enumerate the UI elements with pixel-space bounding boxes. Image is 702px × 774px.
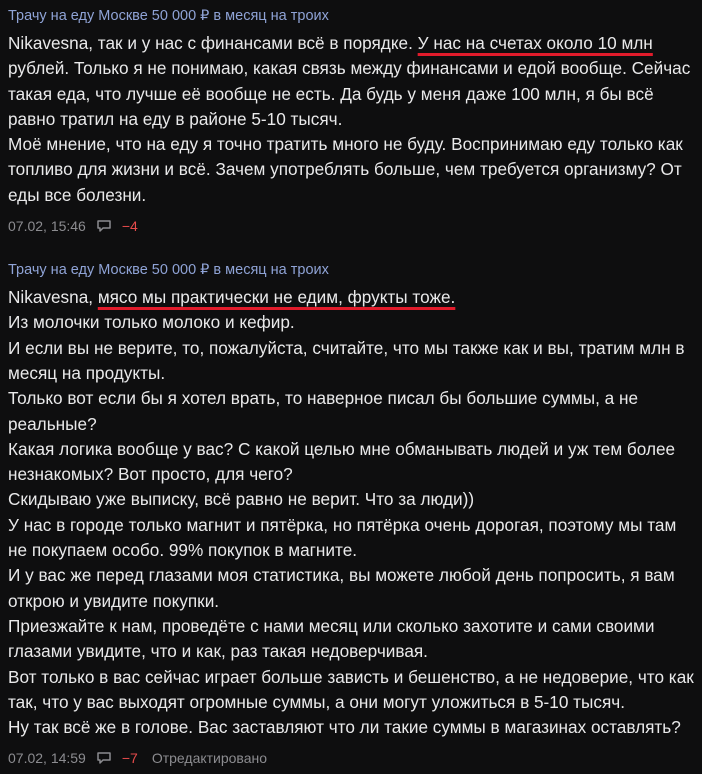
comment-paragraph: Из молочки только молоко и кефир. <box>8 312 295 333</box>
comment-meta <box>8 748 694 768</box>
comment-body <box>8 31 694 208</box>
comment-paragraph: Ну так всё же в голове. Вас заставляют что ли такие суммы в магазинах оставлять? <box>8 717 681 738</box>
comment-paragraph: Вот только в вас сейчас играет больше зависть и бешенство, а не недоверие, что как так, что у вас выходят огромные суммы, а они могут уложиться в 5-10 тысяч. <box>8 666 699 712</box>
comment-paragraph: И если вы не верите, то, пожалуйста, считайте, что мы также как и вы, тратим млн в месяц на продукты. <box>8 337 690 383</box>
author-mention[interactable]: Nikavesna, <box>8 33 94 53</box>
author-mention[interactable]: Nikavesna, <box>8 287 94 308</box>
comment-paragraph: Какая логика вообще у вас? С какой целью мне обманывать людей и уж тем более незнакомых? Вот просто, для чего? <box>8 438 680 485</box>
topic-link[interactable]: Трачу на еду Москве 50 000 ₽ в месяц на троих <box>8 262 329 279</box>
reply-bubble-icon[interactable] <box>96 219 112 233</box>
comment-body <box>8 285 699 740</box>
comment-paragraph: Приезжайте к нам, проведёте с нами месяц или сколько захотите и сами своими глазами увидите, что и как, раз такая недоверчивая. <box>8 615 660 662</box>
topic-link[interactable]: Трачу на еду Москве 50 000 ₽ в месяц на троих <box>8 8 329 24</box>
lead-text: так и у нас с финансами всё в порядке. <box>93 33 418 53</box>
comment-lead-paragraph <box>8 285 694 310</box>
comment-paragraph: Моё мнение, что на еду я точно тратить много не буду. Воспринимаю еду только как топливо для жизни и всё. Зачем употреблять больше, чем требуется организму? От еды все болезни. <box>8 134 688 205</box>
comment-meta <box>8 216 694 236</box>
highlighted-text: У нас на счетах около 10 млн <box>417 33 653 53</box>
comment-paragraph: У нас в городе только магнит и пятёрка, но пятёрка очень дорогая, поэтому мы там не покупаем особо. 99% покупок в магните. <box>8 514 682 561</box>
comment <box>0 0 702 236</box>
comment-rating: −7 <box>121 750 138 767</box>
comment-paragraph: Скидываю уже выписку, всё равно не верит. Что за люди)) <box>8 489 475 510</box>
comment-date[interactable]: 07.02, 14:59 <box>8 750 86 767</box>
comment-paragraph: Только вот если бы я хотел врать, то наверное писал бы большие суммы, а не реальные? <box>8 388 643 434</box>
comment <box>0 236 702 768</box>
comment-paragraph: И у вас же перед глазами моя статистика, вы можете любой день попросить, я вам открою и увидите покупки. <box>8 565 680 611</box>
lead-rest-text: рублей. Только я не понимаю, какая связь между финансами и едой вообще. Сейчас такая еда, что лучше её вообще не есть. Да будь у меня даже 100 млн, я бы всё равно тратил на еду в районе 5-10 тысяч. <box>8 33 696 129</box>
comment-lead-paragraph <box>8 31 694 132</box>
comment-rating: −4 <box>121 218 138 235</box>
highlighted-text: мясо мы практически не едим, фрукты тоже. <box>97 287 456 308</box>
reply-bubble-icon[interactable] <box>96 751 112 765</box>
edited-label: Отредактировано <box>151 750 268 767</box>
comment-date[interactable]: 07.02, 15:46 <box>8 218 86 235</box>
